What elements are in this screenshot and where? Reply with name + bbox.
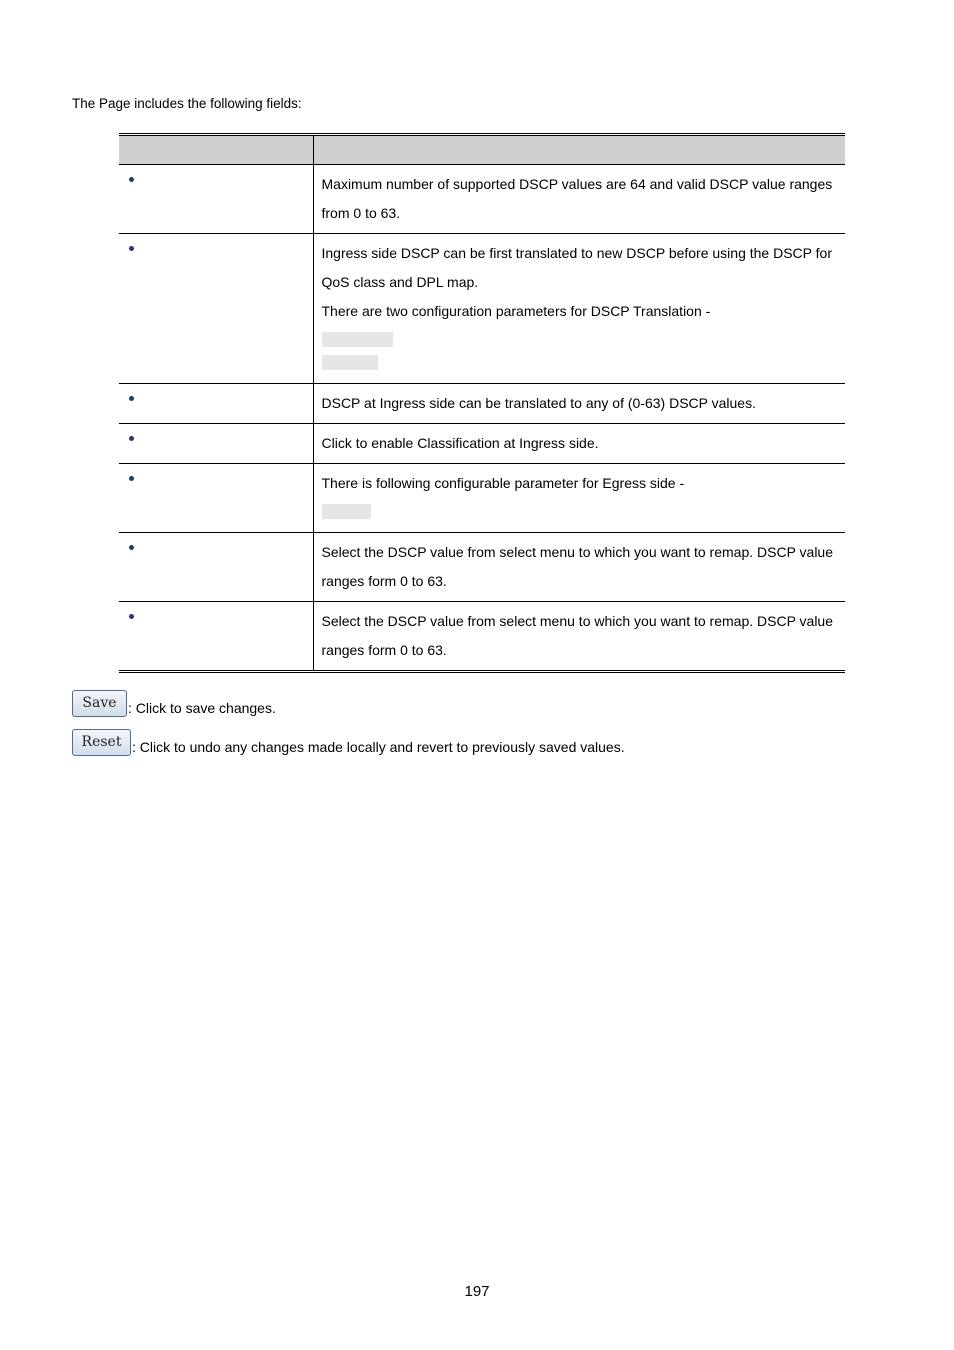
reset-button[interactable]: Reset <box>72 729 131 756</box>
description-text: Click to enable Classification at Ingress side. <box>321 435 599 451</box>
table-row <box>119 533 845 602</box>
description-text: Select the DSCP value from select menu to which you want to remap. DSCP value ranges form 0 to 63. <box>321 613 834 658</box>
reset-button-description: : Click to undo any changes made locally and revert to previously saved values. <box>132 739 625 755</box>
description-cell <box>313 533 845 602</box>
bullet-icon <box>129 614 134 619</box>
description-cell <box>313 602 845 672</box>
save-button-row <box>72 690 276 717</box>
object-cell <box>119 533 313 602</box>
description-cell <box>313 464 845 533</box>
description-text: There are two configuration parameters for DSCP Translation - <box>321 303 711 319</box>
object-cell <box>119 165 313 234</box>
table-row <box>119 384 845 424</box>
description-text: DSCP at Ingress side can be translated to any of (0-63) DSCP values. <box>321 395 756 411</box>
description-cell <box>313 424 845 464</box>
description-cell <box>313 384 845 424</box>
object-cell <box>119 234 313 384</box>
object-cell <box>119 602 313 672</box>
redacted-parameter-bar <box>322 504 371 519</box>
description-text: Maximum number of supported DSCP values are 64 and valid DSCP value ranges from 0 to 63. <box>321 176 833 221</box>
bullet-icon <box>129 177 134 182</box>
description-text: Ingress side DSCP can be first translated to new DSCP before using the DSCP for QoS class and DPL map. <box>321 245 832 290</box>
table-row <box>119 424 845 464</box>
table-row <box>119 234 845 384</box>
bullet-icon <box>129 476 134 481</box>
fields-table <box>119 133 845 673</box>
save-button-description: : Click to save changes. <box>128 700 276 716</box>
object-cell <box>119 424 313 464</box>
description-cell <box>313 234 845 384</box>
page-number: 197 <box>464 1283 490 1300</box>
header-object <box>119 135 313 165</box>
description-text: There is following configurable parameter for Egress side - <box>321 475 685 491</box>
bullet-icon <box>129 436 134 441</box>
reset-button-row <box>72 729 625 756</box>
redacted-parameter-bar <box>322 355 378 370</box>
bullet-icon <box>129 545 134 550</box>
redacted-parameter-bar <box>322 332 393 347</box>
description-cell <box>313 165 845 234</box>
bullet-icon <box>129 396 134 401</box>
intro-text: The Page includes the following fields: <box>72 96 302 111</box>
save-button[interactable]: Save <box>72 690 127 717</box>
table-row <box>119 165 845 234</box>
table-row <box>119 464 845 533</box>
bullet-icon <box>129 246 134 251</box>
object-cell <box>119 384 313 424</box>
object-cell <box>119 464 313 533</box>
header-description <box>313 135 845 165</box>
table-row <box>119 602 845 672</box>
table-header-row <box>119 135 845 165</box>
description-text: Select the DSCP value from select menu to which you want to remap. DSCP value ranges form 0 to 63. <box>321 544 834 589</box>
